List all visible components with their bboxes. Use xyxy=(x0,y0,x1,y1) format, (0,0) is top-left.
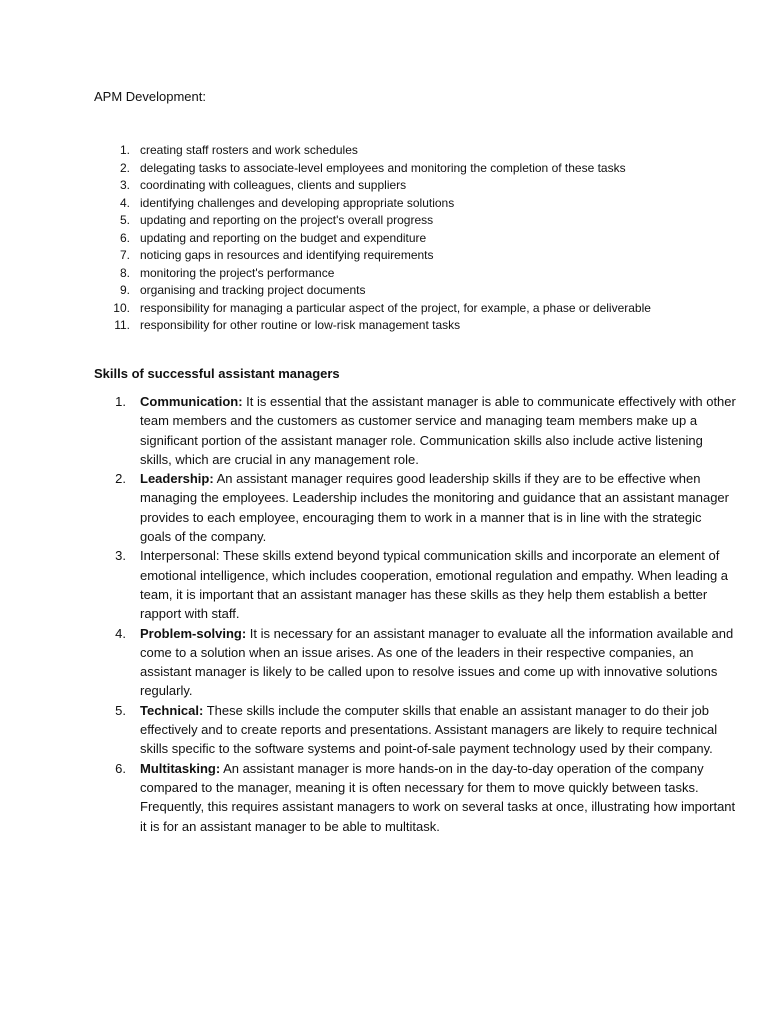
skill-item xyxy=(140,546,736,623)
list-item: identifying challenges and developing appropriate solutions xyxy=(140,195,455,210)
skill-term: Problem-solving: xyxy=(140,625,247,641)
list-item: delegating tasks to associate-level employees and monitoring the completion of these tasks xyxy=(140,160,626,175)
list-item: noticing gaps in resources and identifying requirements xyxy=(140,248,434,262)
skill-item xyxy=(140,624,736,701)
list-item: coordinating with colleagues, clients and suppliers xyxy=(140,178,407,192)
apm-heading: APM Development: xyxy=(94,89,206,104)
skill-term: Interpersonal: xyxy=(140,548,220,564)
list-item: responsibility for managing a particular aspect of the project, for example, a phase or deliverable xyxy=(140,300,651,315)
skill-item xyxy=(140,759,736,836)
skill-description: These skills extend beyond typical communication skills and incorporate an element of emotional intelligence, which includes cooperation, emotional regulation and empathy. When leading a team, it is important that an assistant manager has these skills as they help them establish a better rapport with staff. xyxy=(140,548,729,622)
list-item: responsibility for other routine or low-risk management tasks xyxy=(140,318,461,332)
skill-term: Technical: xyxy=(140,702,204,718)
skill-description: An assistant manager requires good leadership skills if they are to be effective when managing the employees. Leadership includes the monitoring and guidance that an assistant manager provides to each employee, encouraging them to work in a manner that is in line with the strategic goals of the company. xyxy=(140,471,729,545)
list-item: monitoring the project's performance xyxy=(140,265,335,280)
skill-term: Multitasking: xyxy=(140,760,221,776)
skill-description: It is necessary for an assistant manager to evaluate all the information available and come to a solution when an issue arises. As one of the leaders in their respective companies, an assistant manager is likely to be called upon to resolve issues and come up with innovative solutions regularly. xyxy=(140,625,734,699)
list-item: updating and reporting on the budget and expenditure xyxy=(140,230,427,245)
skill-description: These skills include the computer skills that enable an assistant manager to do their job effectively and to create reports and presentations. Assistant managers are likely to require technical skills specific to the software systems and point-of-sale payment technology used by their company. xyxy=(140,702,718,757)
skill-description: An assistant manager is more hands-on in the day-to-day operation of the company compared to the manager, meaning it is often necessary for them to move quickly between tasks. Frequently, this requires assistant managers to work on several tasks at once, illustrating how important it is for an assistant manager to be able to multitask. xyxy=(140,760,736,834)
list-item: organising and tracking project documents xyxy=(140,283,366,297)
skill-description: It is essential that the assistant manager is able to communicate effectively with other team members and the customers as customer service and managing team members make up a significant portion of the assistant manager role. Communication skills also include active listening skills, which are crucial in any management role. xyxy=(140,394,736,467)
skill-item xyxy=(140,469,736,546)
skill-item xyxy=(140,392,736,469)
skill-term: Communication: xyxy=(140,394,243,409)
list-item: creating staff rosters and work schedules xyxy=(140,143,358,157)
skills-list xyxy=(94,392,736,836)
list-item: updating and reporting on the project's overall progress xyxy=(140,213,434,227)
skill-term: Leadership: xyxy=(140,471,214,487)
skills-heading: Skills of successful assistant managers xyxy=(94,366,340,381)
skill-item xyxy=(140,701,736,759)
apm-task-list xyxy=(94,142,740,335)
